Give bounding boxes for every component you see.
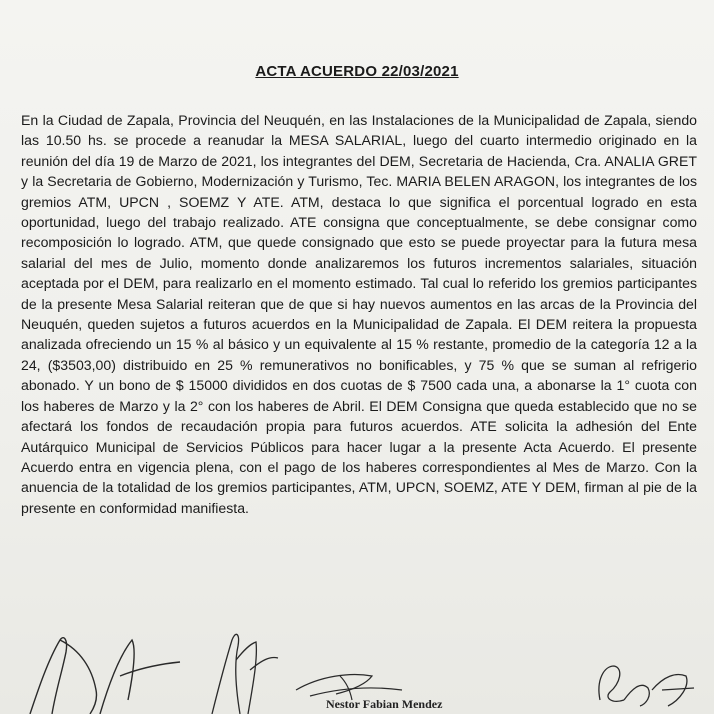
signature-4: [599, 666, 694, 706]
document-title: ACTA ACUERDO 22/03/2021: [255, 63, 459, 80]
signature-printed-name: Nestor Fabian Mendez: [326, 697, 443, 711]
body-paragraph: En la Ciudad de Zapala, Provincia del Neuquén, en las Instalaciones de la Municipalidad de Zapala, siendo las 10.50 hs. se procede a reanudar la MESA SALARIAL, luego del cuarto intermedio originado en la reunión del día 19 de Marzo de 2021, los integrantes del DEM, Secretaria de Hacienda, Cra. ANALIA GRET y la Secretaria de Gobierno, Modernización y Turismo, Tec. MARIA BELEN ARAGON, los integrantes de los gremios ATM, UPCN , SOEMZ Y ATE. ATM, destaca lo que significa el porcentual logrado en esta oportunidad, luego del trabajo realizado. ATE consigna que conceptualmente, se debe consignar como recomposición lo logrado. ATM, que quede consignado que esto se puede proyectar para la futura mesa salarial del mes de Julio, momento donde analizaremos los futuros incrementos salariales, situación aceptada por el DEM, para realizarlo en el momento estimado. Tal cual lo referido los gremios participantes de la presente Mesa Salarial reiteran que de que si hay nuevos aumentos en las arcas de la Provincia del Neuquén, queden sujetos a futuros acuerdos en la Municipalidad de Zapala. El DEM reitera la propuesta analizada ofreciendo un 15 % al básico y un equivalente al 15 % restante, promedio de la categoría 12 a la 24, ($3503,00) distribuido en 25 % remunerativos no bonificables, y 75 % que se suman al refrigerio abonado. Y un bono de $ 15000 divididos en dos cuotas de $ 7500 cada una, a abonarse la 1° cuota con los haberes de Marzo y la 2° con los haberes de Abril. El DEM Consigna que queda establecido que no se afectará los fondos de recaudación propia para futuros acuerdos. ATE solicita la adhesión del Ente Autárquico Municipal de Servicios Públicos para hacer lugar a la presente Acta Acuerdo. El presente Acuerdo entra en vigencia plena, con el pago de los haberes correspondientes al Mes de Marzo. Con la anuencia de la totalidad de los gremios participantes, ATM, UPCN, SOEMZ, ATE Y DEM, firman al pie de la presente en conformidad manifiesta.: [21, 112, 697, 516]
document-body: [21, 110, 697, 518]
signature-2: [212, 634, 278, 714]
signature-1: [30, 638, 180, 714]
